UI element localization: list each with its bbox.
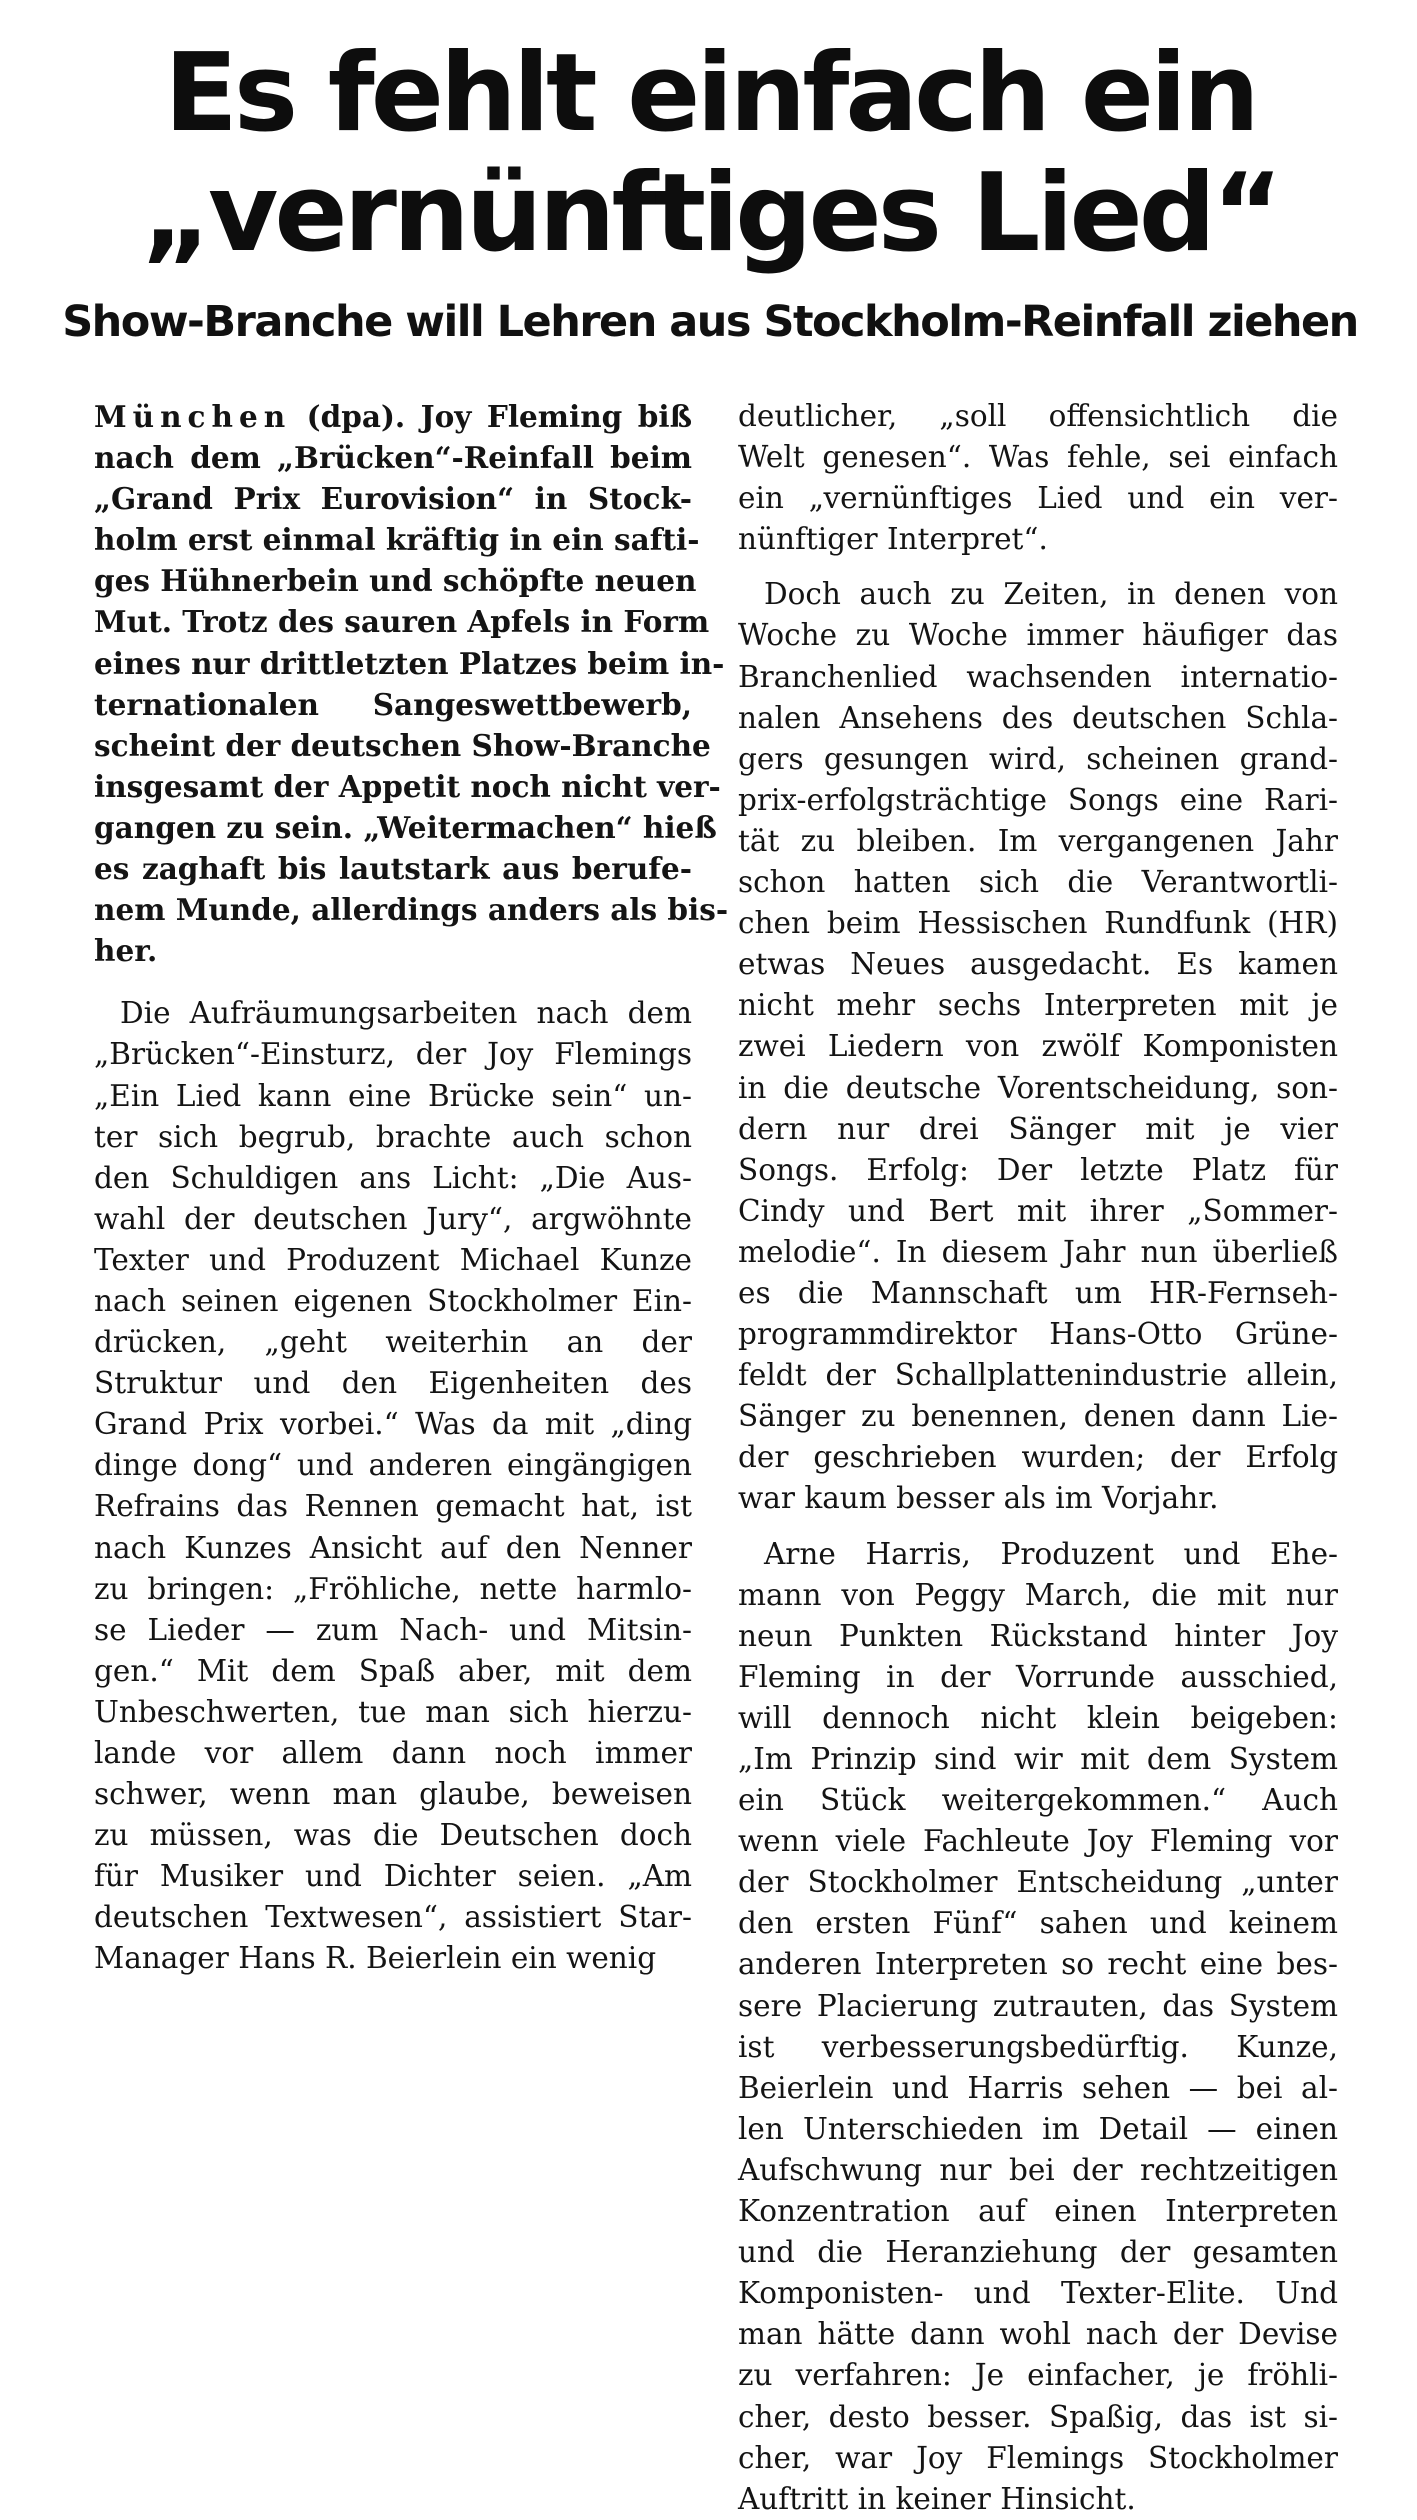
subheadline: Show-Branche will Lehren aus Stockholm-Reinfall ziehen xyxy=(62,297,1358,347)
text-line: etwas Neues ausgedacht. Es kamen xyxy=(738,947,1338,982)
text-line: gers gesungen wird, scheinen grand- xyxy=(738,741,1338,776)
text-line: den Schuldigen ans Licht: „Die Aus- xyxy=(94,1160,692,1195)
text-line: nünftiger Interpret“. xyxy=(738,522,1048,557)
headline-line-1: Es fehlt einfach ein xyxy=(164,31,1256,156)
text-line: programmdirektor Hans-Otto Grüne- xyxy=(738,1317,1338,1352)
text-line: für Musiker und Dichter seien. „Am xyxy=(94,1859,692,1894)
text-line: sere Placierung zutrauten, das System xyxy=(738,1988,1338,2023)
text-line: Konzentration auf einen Interpreten xyxy=(738,2194,1338,2229)
text-line: will dennoch nicht klein beigeben: xyxy=(738,1700,1338,1735)
text-line: holm erst einmal kräftig in ein safti- xyxy=(94,522,700,558)
text-line: cher, war Joy Flemings Stockholmer xyxy=(738,2440,1338,2475)
text-line: schon hatten sich die Verantwortli- xyxy=(738,865,1338,900)
text-line: Struktur und den Eigenheiten des xyxy=(94,1366,692,1401)
text-line: es zaghaft bis lautstark aus berufe- xyxy=(94,851,692,887)
text-line: ter sich begrub, brachte auch schon xyxy=(94,1119,692,1154)
text-line: Branchenlied wachsenden internatio- xyxy=(738,659,1338,694)
text-line: Grand Prix vorbei.“ Was da mit „ding xyxy=(94,1407,692,1442)
text-line: nalen Ansehens des deutschen Schla- xyxy=(738,700,1338,735)
text-line: in die deutsche Vorentscheidung, son- xyxy=(738,1070,1338,1105)
text-line: drücken, „geht weiterhin an der xyxy=(94,1325,692,1360)
text-line: mann von Peggy March, die mit nur xyxy=(738,1577,1338,1612)
text-line: und die Heranziehung der gesamten xyxy=(738,2235,1338,2270)
text-line: chen beim Hessischen Rundfunk (HR) xyxy=(738,906,1338,941)
text-line: deutschen Textwesen“, assistiert Star- xyxy=(94,1900,692,1935)
lead-first-line-rest: (dpa). Joy Fleming biß xyxy=(306,399,692,434)
text-line: ein Stück weitergekommen.“ Auch xyxy=(738,1783,1338,1818)
text-line: zwei Liedern von zwölf Komponisten xyxy=(738,1029,1338,1064)
text-line: ges Hühnerbein und schöpfte neuen xyxy=(94,563,697,599)
text-line: zu bringen: „Fröhliche, nette harmlo- xyxy=(94,1571,692,1606)
text-line: Cindy und Bert mit ihrer „Sommer- xyxy=(738,1193,1338,1228)
text-line: wahl der deutschen Jury“, argwöhnte xyxy=(94,1201,692,1236)
text-line: man hätte dann wohl nach der Devise xyxy=(738,2317,1338,2352)
text-line: nach seinen eigenen Stockholmer Ein- xyxy=(94,1283,692,1318)
headline-line-2: „vernünftiges Lied“ xyxy=(141,151,1279,276)
text-line: len Unterschieden im Detail — einen xyxy=(738,2111,1338,2146)
text-line: dern nur drei Sänger mit je vier xyxy=(738,1111,1338,1146)
text-line: Sänger zu benennen, denen dann Lie- xyxy=(738,1399,1338,1434)
text-line: se Lieder — zum Nach- und Mitsin- xyxy=(94,1612,692,1647)
left-body-paragraph xyxy=(94,993,692,1979)
text-line: prix-erfolgsträchtige Songs eine Rari- xyxy=(738,782,1338,817)
text-line: insgesamt der Appetit noch nicht ver- xyxy=(94,768,721,804)
text-line: gen.“ Mit dem Spaß aber, mit dem xyxy=(94,1653,692,1688)
text-line: melodie“. In diesem Jahr nun überließ xyxy=(738,1234,1338,1269)
text-line: scheint der deutschen Show-Branche xyxy=(94,727,711,763)
lead-lines xyxy=(94,437,729,971)
paragraph-gap xyxy=(94,971,692,993)
text-line: Texter und Produzent Michael Kunze xyxy=(94,1242,692,1277)
text-line: „Brücken“-Einsturz, der Joy Flemings xyxy=(94,1037,692,1072)
text-line: Mut. Trotz des sauren Apfels in Form xyxy=(94,604,710,640)
text-line: war kaum besser als im Vorjahr. xyxy=(738,1481,1219,1516)
dateline: München xyxy=(94,399,292,434)
text-line: her. xyxy=(94,933,158,969)
paragraph-gap xyxy=(738,560,1338,574)
right-paragraph-2 xyxy=(738,574,1338,1519)
left-column xyxy=(94,396,729,1980)
right-paragraph-3 xyxy=(738,1534,1338,2520)
lead-paragraph xyxy=(94,396,729,971)
text-line: wenn viele Fachleute Joy Fleming vor xyxy=(738,1824,1338,1859)
lead-first-line xyxy=(94,396,692,437)
right-paragraph-1 xyxy=(738,396,1338,560)
text-line: tät zu bleiben. Im vergangenen Jahr xyxy=(738,823,1338,858)
text-line: Welt genesen“. Was fehle, sei einfach xyxy=(738,440,1338,475)
text-line: Unbeschwerten, tue man sich hierzu- xyxy=(94,1694,692,1729)
right-column xyxy=(738,396,1338,2520)
text-line: Beierlein und Harris sehen — bei al- xyxy=(738,2070,1338,2105)
text-line: deutlicher, „soll offensichtlich die xyxy=(738,399,1338,433)
text-line: Komponisten- und Texter-Elite. Und xyxy=(738,2276,1338,2311)
text-line: neun Punkten Rückstand hinter Joy xyxy=(738,1618,1338,1653)
text-line: Fleming in der Vorrunde ausschied, xyxy=(738,1659,1338,1694)
text-line: anderen Interpreten so recht eine bes- xyxy=(738,1947,1338,1982)
text-line: nicht mehr sechs Interpreten mit je xyxy=(738,988,1338,1023)
text-line: den ersten Fünf“ sahen und keinem xyxy=(738,1906,1338,1941)
text-line: zu verfahren: Je einfacher, je fröhli- xyxy=(738,2358,1338,2393)
text-line: schwer, wenn man glaube, beweisen xyxy=(94,1777,692,1812)
text-line: zu müssen, was die Deutschen doch xyxy=(94,1818,692,1853)
text-line: der geschrieben wurden; der Erfolg xyxy=(738,1440,1338,1475)
text-line: „Grand Prix Eurovision“ in Stock- xyxy=(94,481,692,517)
text-line: feldt der Schallplattenindustrie allein, xyxy=(738,1358,1338,1393)
text-line: lande vor allem dann noch immer xyxy=(94,1736,692,1770)
text-line: cher, desto besser. Spaßig, das ist si- xyxy=(738,2399,1338,2434)
text-line: ist verbesserungsbedürftig. Kunze, xyxy=(738,2029,1338,2064)
text-line: „Im Prinzip sind wir mit dem System xyxy=(738,1742,1338,1776)
text-line: Auftritt in keiner Hinsicht. xyxy=(738,2481,1136,2516)
text-line: dinge dong“ und anderen eingängigen xyxy=(94,1448,692,1483)
text-line: nach dem „Brücken“-Reinfall beim xyxy=(94,440,692,476)
text-line: nach Kunzes Ansicht auf den Nenner xyxy=(94,1530,692,1565)
text-line: es die Mannschaft um HR-Fernseh- xyxy=(738,1275,1338,1310)
text-line: Aufschwung nur bei der rechtzeitigen xyxy=(738,2152,1338,2187)
text-line: Manager Hans R. Beierlein ein wenig xyxy=(94,1941,657,1976)
text-line: eines nur drittletzten Platzes beim in- xyxy=(94,645,725,681)
text-line: „Ein Lied kann eine Brücke sein“ un- xyxy=(94,1078,692,1113)
text-line: ein „vernünftiges Lied und ein ver- xyxy=(738,481,1338,516)
text-line: Doch auch zu Zeiten, in denen von xyxy=(764,577,1338,612)
text-line: Die Aufräumungsarbeiten nach dem xyxy=(120,996,692,1031)
text-line: der Stockholmer Entscheidung „unter xyxy=(738,1865,1338,1900)
paragraph-gap xyxy=(738,1520,1338,1534)
text-line: ternationalen Sangeswettbewerb, xyxy=(94,686,692,722)
text-line: Songs. Erfolg: Der letzte Platz für xyxy=(738,1152,1338,1187)
text-line: Refrains das Rennen gemacht hat, ist xyxy=(94,1489,692,1524)
text-line: Arne Harris, Produzent und Ehe- xyxy=(764,1536,1338,1571)
text-line: nem Munde, allerdings anders als bis- xyxy=(94,892,729,928)
text-line: gangen zu sein. „Weitermachen“ hieß xyxy=(94,809,717,845)
text-line: Woche zu Woche immer häufiger das xyxy=(738,618,1338,653)
